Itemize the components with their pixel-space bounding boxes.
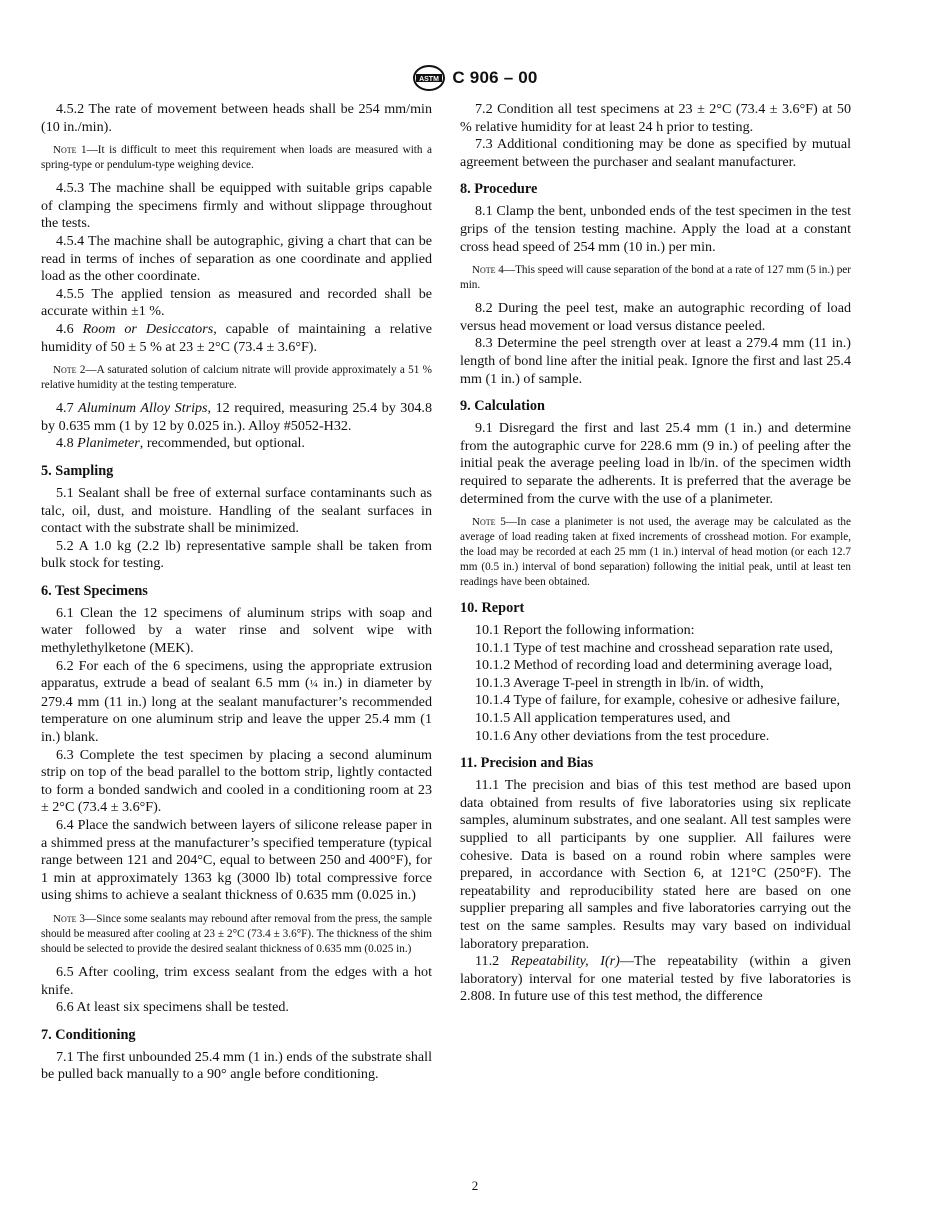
section-6-6: 6.6 At least six specimens shall be tested. (56, 999, 289, 1016)
note-text: 4—This speed will cause separation of the bond at a rate of 127 mm (5 in.) per min. (460, 264, 851, 292)
section-6-4: 6.4 Place the sandwich between layers of silicone release paper in a shimmed press at the manufacturer’s specified temperature (typical range between 121 and 204°C, equal to between 250 and 400°F), for 1 min at approximately 1363 kg (3000 lb) total compressive force using shims to achieve a sealant thickness of 0.635 mm (0.025 in.) (41, 817, 432, 904)
note-label: Note (53, 912, 77, 925)
page-header (0, 64, 950, 97)
section-4-7 (41, 400, 432, 435)
section-8-2: 8.2 During the peel test, make an autographic recording of load versus head movement or load versus distance peeled. (460, 300, 851, 334)
logo-text: ASTM (419, 75, 440, 83)
italic-term: Repeatability, I(r) (510, 953, 620, 970)
section-number: 11.2 (475, 953, 511, 970)
section-text: in.) in diameter by 279.4 mm (11 in.) long at the sealant manufacturer’s recommended temperature on one aluminum strip and leave the upper 25.4 mm (1 in.) blank. (41, 675, 432, 746)
heading-sampling: 5. Sampling (41, 462, 114, 479)
section-7-1: 7.1 The first unbounded 25.4 mm (1 in.) ends of the substrate shall be pulled back manually to a 90° angle before conditioning. (41, 1048, 432, 1083)
section-4-5-2: 4.5.2 The rate of movement between heads shall be 254 mm/min (10 in./min). (41, 101, 432, 135)
note-5 (460, 515, 851, 590)
note-label: Note (472, 264, 496, 277)
note-text: 1—It is difficult to meet this requirement when loads are measured with a spring-type or pendulum-type weighing device. (41, 144, 432, 172)
left-column (41, 101, 432, 1084)
section-4-5-5: 4.5.5 The applied tension as measured and recorded shall be accurate within ±1 %. (41, 285, 432, 320)
section-text: , recommended, but optional. (139, 435, 305, 452)
astm-logo-icon (412, 64, 446, 92)
header-inner (412, 64, 537, 92)
document-designation: C 906 – 00 (452, 68, 538, 87)
note-label: Note (53, 364, 77, 377)
fraction: ¼ (309, 678, 318, 691)
section-4-8 (41, 435, 432, 453)
heading-calculation: 9. Calculation (460, 398, 545, 415)
note-label: Note (472, 516, 496, 529)
section-10-1-3: 10.1.3 Average T-peel in strength in lb/in. of width, (475, 674, 764, 691)
page-number: 2 (471, 1178, 479, 1193)
heading-test-specimens: 6. Test Specimens (41, 582, 148, 599)
section-6-1: 6.1 Clean the 12 specimens of aluminum strips with soap and water followed by a water rinse and solvent wipe with methylethylketone (MEK). (41, 604, 432, 657)
heading-procedure: 8. Procedure (460, 181, 538, 198)
section-4-5-4: 4.5.4 The machine shall be autographic, giving a chart that can be read in terms of inches of separation as one coordinate and applied load as the other coordinate. (41, 232, 432, 285)
section-10-1-1: 10.1.1 Type of test machine and crosshead separation rate used, (475, 639, 834, 656)
italic-term: Aluminum Alloy Strips (78, 400, 208, 417)
section-10-1: 10.1 Report the following information: (475, 622, 695, 639)
section-7-3: 7.3 Additional conditioning may be done as specified by mutual agreement between the purchaser and sealant manufacturer. (460, 136, 851, 170)
section-number: 4.6 (56, 320, 83, 337)
section-10-1-5: 10.1.5 All application temperatures used, and (475, 710, 731, 727)
section-9-1: 9.1 Disregard the first and last 25.4 mm (1 in.) and determine from the autographic curve for 228.6 mm (9 in.) of peeling after the initial peak the average peeling load in lb/in. of the specimen width required to separate the adherents. It is preferred that the average be determined from the curve with the use of a planimeter. (460, 420, 851, 507)
section-text: 6.2 For each of the 6 specimens, using the appropriate extrusion apparatus, extrude a bead of sealant 6.5 mm ( (41, 657, 432, 692)
section-8-3: 8.3 Determine the peel strength over at least a 279.4 mm (11 in.) length of bond line after the initial peak. Ignore the first and last 25.4 mm (1 in.) of sample. (460, 335, 851, 387)
note-text: 3—Since some sealants may rebound after removal from the press, the sample should be measured after cooling at 23 ± 2°C (73.4 ± 3.6°F). The thickness of the shim should be selected to provide the desired sealant thickness of 0.635 mm (0.025 in.) (41, 912, 432, 955)
section-4-6 (41, 321, 432, 356)
note-2 (41, 363, 432, 393)
section-text: , capable of maintaining a relative humidity of 50 ± 5 % at 23 ± 2°C (73.4 ± 3.6°F). (41, 320, 433, 355)
section-7-2: 7.2 Condition all test specimens at 23 ± 2°C (73.4 ± 3.6°F) at 50 % relative humidity for at least 24 h prior to testing. (460, 101, 851, 135)
italic-term: Room or Desiccators (82, 320, 214, 337)
section-number: 4.7 (56, 400, 79, 417)
note-label: Note (53, 144, 77, 157)
note-3 (41, 912, 432, 957)
section-10-1-6: 10.1.6 Any other deviations from the test procedure. (475, 727, 770, 744)
section-4-5-3: 4.5.3 The machine shall be equipped with suitable grips capable of clamping the specimens firmly and without slippage throughout the tests. (41, 180, 432, 232)
section-6-5: 6.5 After cooling, trim excess sealant from the edges with a hot knife. (41, 963, 432, 998)
note-4 (460, 263, 851, 293)
italic-term: Planimeter (77, 435, 140, 452)
section-text: —The repeatability (within a given laboratory) interval for one material tested by five laboratories is 2.808. In future use of this test method, the difference (460, 953, 851, 1005)
section-8-1: 8.1 Clamp the bent, unbonded ends of the test specimen in the test grips of the tension testing machine. Apply the load at a constant cross head speed of 254 mm (10 in.) per min. (460, 203, 851, 255)
section-10-1-2: 10.1.2 Method of recording load and determining average load, (475, 657, 833, 674)
section-10-1-4: 10.1.4 Type of failure, for example, cohesive or adhesive failure, (475, 692, 841, 709)
section-11-2 (460, 953, 851, 1006)
section-5-2: 5.2 A 1.0 kg (2.2 lb) representative sample shall be taken from bulk stock for testing. (41, 537, 432, 572)
section-6-2 (41, 658, 432, 747)
section-11-1: 11.1 The precision and bias of this test method are based upon data obtained from results of five laboratories using six replicate samples, aluminum substrates, and one sealant. All test samples were supplied to all participants by one supplier. All failures were cohesive. Data is based on a round robin where samples were prepared, in accordance with Section 6, at 121°C (250°F). The repeatability and reproducibility stated here are based on one supplier preparing all samples and five laboratories carrying out the test on the same samples. Results may vary based on individual laboratory preparation. (460, 777, 851, 952)
heading-report: 10. Report (460, 600, 525, 617)
section-6-3: 6.3 Complete the test specimen by placing a second aluminum strip on top of the bead parallel to the bottom strip, lightly contacted to form a bonded sandwich and cooled in a conditioning room at 23 ± 2°C (73.4 ± 3.6°F). (41, 746, 432, 816)
heading-precision-and-bias: 11. Precision and Bias (460, 755, 594, 772)
section-text: , 12 required, measuring 25.4 by 304.8 by 0.635 mm (1 by 12 by 0.025 in.). Alloy #5052-H32. (41, 400, 433, 434)
note-1 (41, 143, 432, 173)
heading-conditioning: 7. Conditioning (41, 1026, 136, 1043)
note-text: 2—A saturated solution of calcium nitrate will provide approximately a 51 % relative humidity at the testing temperature. (41, 364, 432, 392)
right-column (460, 101, 851, 1006)
note-text: 5—In case a planimeter is not used, the average may be calculated as the average of load reading taken at fixed increments of crosshead motion. For example, the load may be recorded at each 25 mm (1 in.) interval of head motion (or each 12.7 mm (0.5 in.) interval of bond separation) following the initial peak, until at least ten readings have been obtained. (460, 516, 851, 589)
section-5-1: 5.1 Sealant shall be free of external surface contaminants such as talc, oil, dust, and moisture. Handling of the sealant surfaces in contact with the substrate shall be minimized. (41, 484, 432, 537)
section-number: 4.8 (56, 435, 78, 452)
